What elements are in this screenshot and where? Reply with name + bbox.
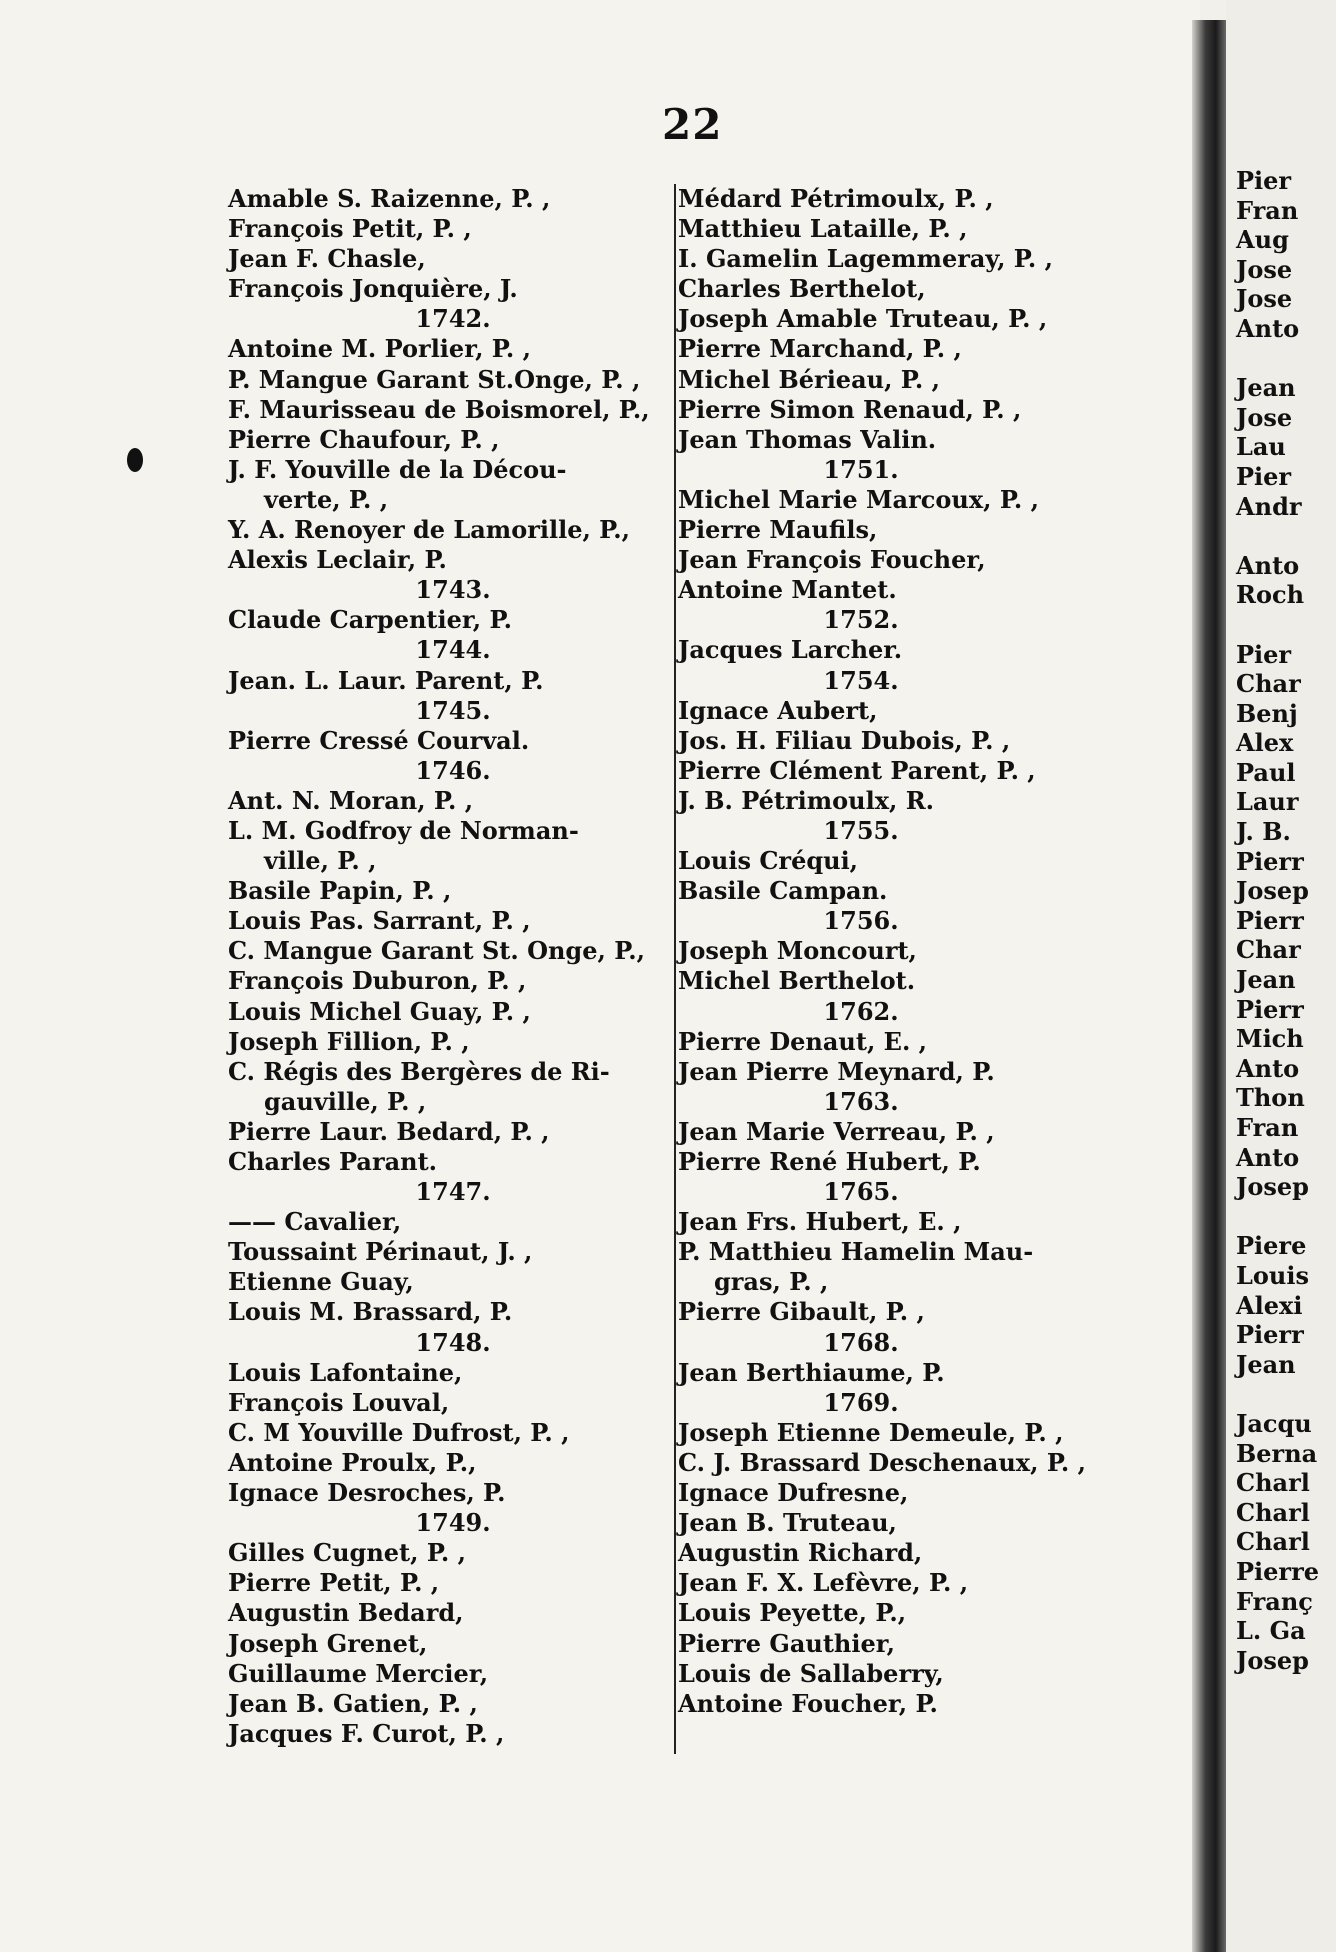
facing-page-fragment: Pierr <box>1236 994 1304 1024</box>
year-heading: 1765. <box>823 1177 899 1207</box>
book-gutter <box>1192 20 1226 1952</box>
facing-page-fragment: Charl <box>1236 1497 1310 1527</box>
facing-page-fragment: Pierr <box>1236 905 1304 935</box>
facing-page-fragment: Benj <box>1236 698 1298 728</box>
facing-page-fragment: Charl <box>1236 1468 1310 1498</box>
name-entry: P. Matthieu Hamelin Mau- <box>678 1237 1034 1267</box>
name-entry: Pierre Laur. Bedard, P. , <box>228 1116 550 1146</box>
year-heading: 1751. <box>823 454 899 484</box>
name-entry: François Duburon, P. , <box>228 966 527 996</box>
year-heading: 1743. <box>415 575 491 605</box>
facing-page-fragment: Char <box>1236 669 1301 699</box>
name-entry: Ignace Desroches, P. <box>228 1478 506 1508</box>
facing-page-fragment: Pierre <box>1236 1556 1319 1586</box>
name-entry: Antoine Mantet. <box>678 575 897 605</box>
name-entry: Toussaint Périnaut, J. , <box>228 1237 533 1267</box>
entry-continuation: gras, P. , <box>714 1267 829 1297</box>
name-entry: Antoine M. Porlier, P. , <box>228 334 531 364</box>
facing-page <box>1226 0 1336 1952</box>
facing-page-fragment: Jose <box>1236 254 1293 284</box>
name-entry: L. M. Godfroy de Norman- <box>228 815 579 845</box>
name-entry: Claude Carpentier, P. <box>228 605 512 635</box>
name-entry: Pierre Gauthier, <box>678 1628 896 1658</box>
facing-page-fragment: Pier <box>1236 639 1292 669</box>
year-heading: 1768. <box>823 1327 899 1357</box>
name-entry: Basile Papin, P. , <box>228 876 452 906</box>
name-entry: I. Gamelin Lagemmeray, P. , <box>678 244 1053 274</box>
left-column <box>228 184 678 1749</box>
name-entry: Michel Bérieau, P. , <box>678 364 940 394</box>
facing-page-fragment: Mich <box>1236 1024 1304 1054</box>
name-entry: Louis de Sallaberry, <box>678 1658 944 1688</box>
facing-page-fragment: Fran <box>1236 195 1299 225</box>
page-number: 22 <box>662 100 723 149</box>
year-heading: 1746. <box>415 755 491 785</box>
facing-page-fragment: Laur <box>1236 787 1299 817</box>
facing-page-fragment: Charl <box>1236 1527 1310 1557</box>
facing-page-fragment: Fran <box>1236 1113 1299 1142</box>
name-entry: Jean Thomas Valin. <box>678 424 937 454</box>
year-heading: 1742. <box>415 304 491 334</box>
facing-page-fragment: Jose <box>1236 402 1293 432</box>
facing-page-fragment: Berna <box>1236 1438 1318 1468</box>
year-heading: 1748. <box>415 1327 491 1357</box>
facing-page-fragment: Piere <box>1236 1231 1307 1261</box>
facing-page-fragment: Pierr <box>1236 846 1304 876</box>
name-entry: P. Mangue Garant St.Onge, P. , <box>228 364 641 394</box>
name-entry: François Petit, P. , <box>228 214 472 244</box>
facing-page-fragment <box>1226 610 1336 640</box>
name-entry: Médard Pétrimoulx, P. , <box>678 184 994 213</box>
facing-page-fragment: L. Ga <box>1236 1616 1306 1646</box>
year-heading: 1745. <box>415 695 491 725</box>
facing-page-fragment: Pierr <box>1236 1320 1304 1350</box>
name-entry: Ignace Aubert, <box>678 695 878 725</box>
year-heading: 1747. <box>415 1177 491 1207</box>
facing-page-fragment: Jacqu <box>1236 1408 1312 1438</box>
name-entry: Gilles Cugnet, P. , <box>228 1538 466 1568</box>
facing-page-fragment <box>1226 1379 1336 1409</box>
name-entry: Ant. N. Moran, P. , <box>228 785 474 815</box>
facing-page-fragment: Jean <box>1236 1349 1296 1379</box>
name-entry: Louis Créqui, <box>678 846 859 876</box>
name-entry: Jacques Larcher. <box>678 635 903 665</box>
name-entry: Pierre Maufils, <box>678 515 878 545</box>
facing-page-fragment: Alex <box>1236 728 1294 758</box>
name-entry: Y. A. Renoyer de Lamorille, P., <box>228 515 630 545</box>
name-entry: Michel Marie Marcoux, P. , <box>678 484 1039 514</box>
name-entry: Pierre Petit, P. , <box>228 1568 440 1598</box>
name-entry: Antoine Proulx, P., <box>228 1447 477 1477</box>
name-entry: Pierre Clément Parent, P. , <box>678 755 1036 785</box>
name-entry: Etienne Guay, <box>228 1267 414 1297</box>
facing-page-fragment: Jose <box>1236 284 1293 314</box>
name-entry: Jean B. Truteau, <box>678 1508 897 1538</box>
name-entry: Jos. H. Filiau Dubois, P. , <box>678 725 1011 755</box>
facing-page-fragment: Roch <box>1236 580 1305 610</box>
year-heading: 1769. <box>823 1387 899 1417</box>
facing-page-fragment: Char <box>1236 935 1301 965</box>
name-entry: C. Mangue Garant St. Onge, P., <box>228 936 645 966</box>
name-entry: Jean F. Chasle, <box>228 244 426 274</box>
name-entry: Pierre René Hubert, P. <box>678 1147 981 1176</box>
name-entry: Jacques F. Curot, P. , <box>228 1718 505 1748</box>
column-divider <box>674 184 676 1754</box>
facing-page-fragment: Jean <box>1236 373 1296 403</box>
facing-page-fragment <box>1226 344 1336 374</box>
name-entry: Matthieu Lataille, P. , <box>678 214 968 244</box>
name-entry: Jean Pierre Meynard, P. <box>678 1056 995 1086</box>
name-entry: Charles Parant. <box>228 1147 438 1176</box>
year-heading: 1755. <box>823 815 899 845</box>
facing-page-fragment: Louis <box>1236 1260 1309 1290</box>
name-entry: Charles Berthelot, <box>678 274 926 304</box>
facing-page-fragment: Andr <box>1236 491 1302 521</box>
name-entry: C. Régis des Bergères de Ri- <box>228 1056 610 1086</box>
name-entry: F. Maurisseau de Boismorel, P., <box>228 394 650 424</box>
name-entry: Louis Michel Guay, P. , <box>228 996 531 1026</box>
facing-page-fragment: Josep <box>1236 876 1309 906</box>
name-entry: Louis Lafontaine, <box>228 1357 463 1387</box>
ink-blot <box>127 448 143 472</box>
facing-page-fragment: Paul <box>1236 757 1296 787</box>
facing-page-fragment: Jean <box>1236 965 1296 995</box>
facing-page-fragment <box>1226 1202 1336 1232</box>
name-entry: Jean François Foucher, <box>678 545 986 575</box>
name-entry: Antoine Foucher, P. <box>678 1688 938 1718</box>
year-heading: 1752. <box>823 605 899 635</box>
year-heading: 1749. <box>415 1508 491 1538</box>
name-entry: Louis Peyette, P., <box>678 1598 907 1628</box>
facing-page-fragment: Pier <box>1236 166 1292 195</box>
name-entry: Jean B. Gatien, P. , <box>228 1688 478 1718</box>
name-entry: Joseph Fillion, P. , <box>228 1026 470 1056</box>
facing-page-fragment: Josep <box>1236 1645 1309 1675</box>
name-entry: C. M Youville Dufrost, P. , <box>228 1417 570 1447</box>
year-heading: 1744. <box>415 635 491 665</box>
facing-page-fragment: Pier <box>1236 461 1292 491</box>
name-entry: Jean Marie Verreau, P. , <box>678 1116 995 1146</box>
name-entry: Joseph Grenet, <box>228 1628 428 1658</box>
facing-page-fragment: Lau <box>1236 432 1286 462</box>
name-entry: Amable S. Raizenne, P. , <box>228 184 551 213</box>
facing-page-fragment: J. B. <box>1236 817 1291 847</box>
name-entry: Jean Frs. Hubert, E. , <box>678 1207 962 1237</box>
name-entry: François Louval, <box>228 1387 450 1417</box>
name-entry: Louis Pas. Sarrant, P. , <box>228 906 531 936</box>
facing-page-fragment: Thon <box>1236 1083 1305 1113</box>
name-entry: Michel Berthelot. <box>678 966 916 996</box>
name-entry: Alexis Leclair, P. <box>228 545 447 575</box>
name-entry: J. F. Youville de la Décou- <box>228 454 567 484</box>
entry-continuation: ville, P. , <box>264 846 377 876</box>
year-heading: 1754. <box>823 665 899 695</box>
name-entry: —— Cavalier, <box>228 1207 402 1237</box>
facing-page-fragment: Alexi <box>1236 1290 1303 1320</box>
name-entry: Jean F. X. Lefèvre, P. , <box>678 1568 969 1598</box>
right-column <box>678 184 1086 1719</box>
name-entry: J. B. Pétrimoulx, R. <box>678 785 935 815</box>
year-heading: 1756. <box>823 906 899 936</box>
name-entry: Guillaume Mercier, <box>228 1658 489 1688</box>
name-entry: Augustin Richard, <box>678 1538 923 1568</box>
name-entry: François Jonquière, J. <box>228 274 518 304</box>
name-entry: Augustin Bedard, <box>228 1598 464 1628</box>
facing-page-fragment: Josep <box>1236 1172 1309 1202</box>
facing-page-fragment: Aug <box>1236 225 1289 255</box>
year-heading: 1762. <box>823 996 899 1026</box>
facing-page-fragment: Anto <box>1236 1053 1300 1083</box>
name-entry: Pierre Denaut, E. , <box>678 1026 928 1056</box>
name-entry: Pierre Simon Renaud, P. , <box>678 394 1022 424</box>
facing-page-fragment: Anto <box>1236 313 1300 343</box>
name-entry: Joseph Etienne Demeule, P. , <box>678 1417 1064 1447</box>
year-heading: 1763. <box>823 1086 899 1116</box>
facing-page-fragment: Anto <box>1236 550 1300 580</box>
name-entry: Joseph Amable Truteau, P. , <box>678 304 1048 334</box>
facing-page-fragment <box>1226 521 1336 551</box>
entry-continuation: gauville, P. , <box>264 1086 427 1116</box>
name-entry: Pierre Gibault, P. , <box>678 1297 925 1327</box>
name-entry: Pierre Marchand, P. , <box>678 334 962 364</box>
name-entry: Ignace Dufresne, <box>678 1478 909 1508</box>
facing-page-fragment: Franç <box>1236 1586 1313 1616</box>
name-entry: Louis M. Brassard, P. <box>228 1297 513 1327</box>
name-entry: Basile Campan. <box>678 876 888 906</box>
entry-continuation: verte, P. , <box>264 484 389 514</box>
name-entry: Jean Berthiaume, P. <box>678 1357 945 1387</box>
facing-page-fragment: Anto <box>1236 1142 1300 1172</box>
name-entry: Pierre Cressé Courval. <box>228 725 530 755</box>
name-entry: Pierre Chaufour, P. , <box>228 424 500 454</box>
name-entry: Joseph Moncourt, <box>678 936 917 966</box>
name-entry: C. J. Brassard Deschenaux, P. , <box>678 1447 1086 1477</box>
name-entry: Jean. L. Laur. Parent, P. <box>228 665 544 695</box>
